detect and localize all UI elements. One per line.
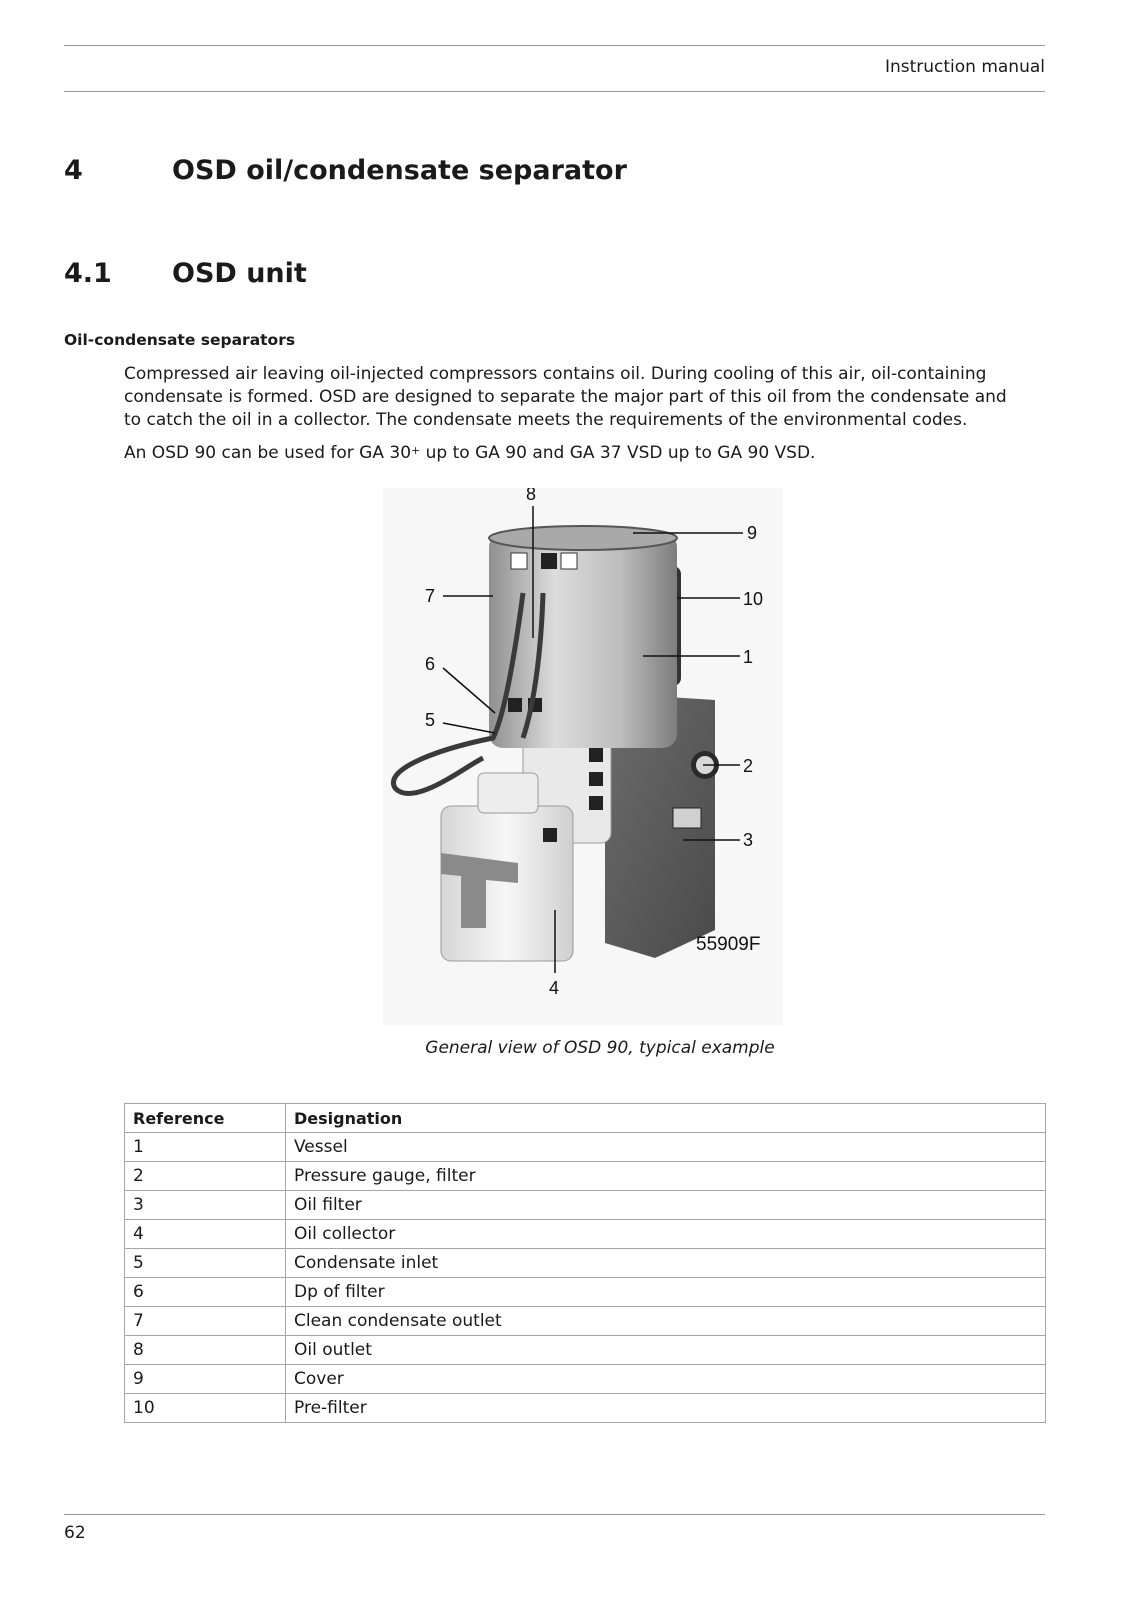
intro-paragraph (124, 363, 1044, 432)
table-row (125, 1278, 1046, 1307)
reference-cell: 4 (125, 1220, 286, 1249)
table-row (125, 1220, 1046, 1249)
table-row (125, 1249, 1046, 1278)
section-number: 4 (64, 155, 83, 186)
header-title: Instruction manual (884, 57, 1045, 77)
osd-unit-photo (383, 488, 783, 1025)
paragraph-text: up to GA 90 and GA 37 VSD up to GA 90 VSD. (420, 443, 816, 463)
reference-cell: 10 (125, 1394, 286, 1423)
designation-cell: Pre-filter (286, 1394, 1046, 1423)
footer-rule (64, 1514, 1045, 1515)
label-plate (673, 808, 701, 828)
table-row (125, 1191, 1046, 1220)
reference-table (124, 1103, 1046, 1423)
callout-1: 1 (743, 647, 754, 667)
column-header-designation: Designation (286, 1104, 1046, 1133)
callout-4: 4 (549, 978, 560, 998)
reference-cell: 5 (125, 1249, 286, 1278)
designation-cell: Dp of filter (286, 1278, 1046, 1307)
reference-cell: 9 (125, 1365, 286, 1394)
paragraph-line: Compressed air leaving oil-injected compressors contains oil. During cooling of this air, oil-containing (124, 364, 987, 384)
reference-cell: 6 (125, 1278, 286, 1307)
reference-cell: 2 (125, 1162, 286, 1191)
callout-9: 9 (747, 523, 758, 543)
designation-cell: Clean condensate outlet (286, 1307, 1046, 1336)
header-top-rule (64, 45, 1045, 46)
compatibility-paragraph (124, 442, 1044, 465)
reference-cell: 8 (125, 1336, 286, 1365)
callout-7: 7 (425, 586, 436, 606)
table-row (125, 1307, 1046, 1336)
table-header-row (125, 1104, 1046, 1133)
designation-cell: Oil collector (286, 1220, 1046, 1249)
header-bottom-rule (64, 91, 1045, 92)
section-title: OSD oil/condensate separator (172, 155, 627, 186)
reference-cell: 3 (125, 1191, 286, 1220)
designation-cell: Condensate inlet (286, 1249, 1046, 1278)
figure-caption: General view of OSD 90, typical example (425, 1038, 775, 1058)
callout-3: 3 (743, 830, 754, 850)
callout-10: 10 (743, 589, 764, 609)
paragraph-line: to catch the oil in a collector. The condensate meets the requirements of the environmental codes. (124, 410, 968, 430)
designation-cell: Vessel (286, 1133, 1046, 1162)
callout-8: 8 (526, 488, 537, 504)
column-header-reference: Reference (125, 1104, 286, 1133)
reference-cell: 7 (125, 1307, 286, 1336)
table-row (125, 1133, 1046, 1162)
callout-5: 5 (425, 710, 436, 730)
callout-2: 2 (743, 756, 754, 776)
designation-cell: Oil filter (286, 1191, 1046, 1220)
table-row (125, 1394, 1046, 1423)
table-row (125, 1336, 1046, 1365)
paragraph-line: condensate is formed. OSD are designed to separate the major part of this oil from the condensate and (124, 387, 1007, 407)
figure-image-code: 55909F (696, 934, 761, 955)
subsection-title: OSD unit (172, 258, 307, 289)
table-row (125, 1365, 1046, 1394)
designation-cell: Pressure gauge, filter (286, 1162, 1046, 1191)
paragraph-text: An OSD 90 can be used for GA 30 (124, 443, 412, 463)
designation-cell: Cover (286, 1365, 1046, 1394)
table-row (125, 1162, 1046, 1191)
callout-6: 6 (425, 654, 436, 674)
reference-cell: 1 (125, 1133, 286, 1162)
superscript-plus: + (411, 444, 421, 457)
designation-cell: Oil outlet (286, 1336, 1046, 1365)
page-number: 62 (64, 1523, 86, 1543)
subsection-number: 4.1 (64, 258, 112, 289)
subheading: Oil-condensate separators (64, 331, 296, 349)
